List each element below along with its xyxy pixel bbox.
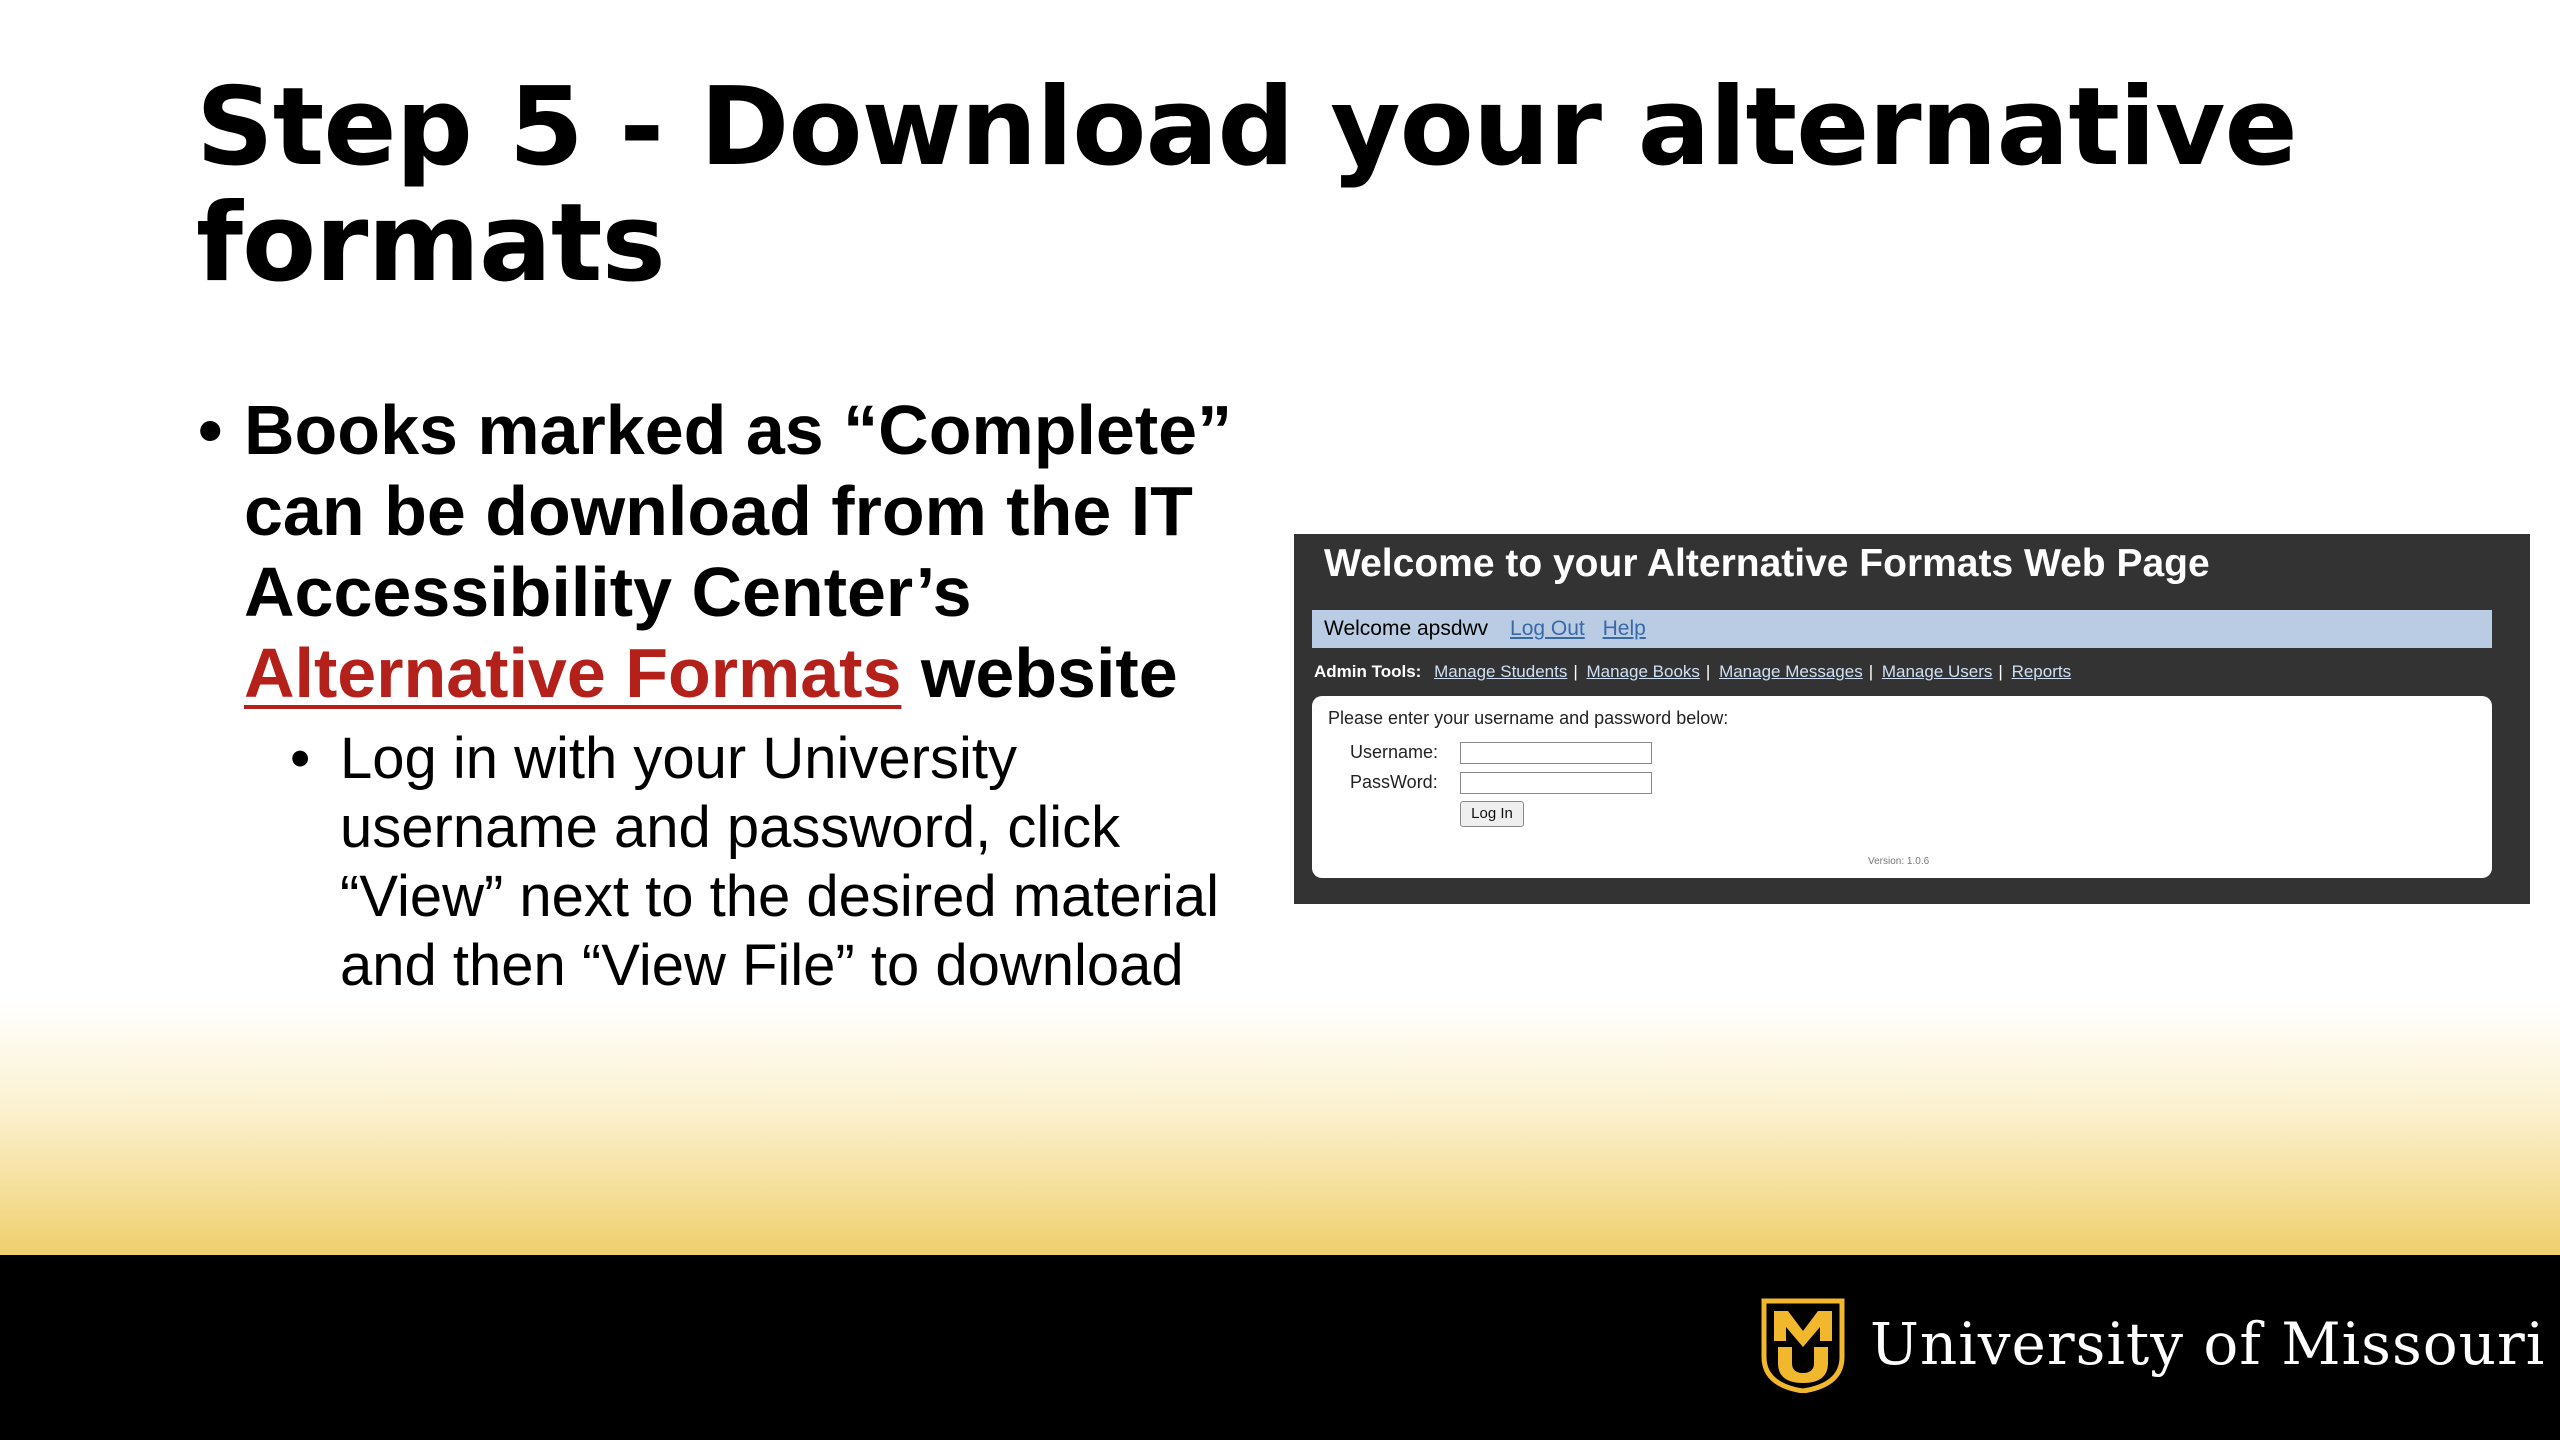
bullet-dot: •: [198, 391, 223, 469]
password-input[interactable]: [1460, 772, 1652, 794]
admin-tools-bar: [1314, 660, 2071, 684]
mizzou-mu-logo-icon: [1760, 1297, 1846, 1393]
bullet-list: [190, 390, 1270, 1000]
university-name: University of Missouri: [1870, 1310, 2546, 1378]
separator: |: [1705, 662, 1711, 681]
manage-students-link[interactable]: Manage Students: [1434, 662, 1568, 681]
manage-books-link[interactable]: Manage Books: [1586, 662, 1700, 681]
webpage-title: Welcome to your Alternative Formats Web Page: [1324, 542, 2210, 585]
sub-bullet-text: Log in with your University username and password, click “View” next to the desired material and then “View File” to download: [340, 726, 1220, 998]
bullet-text: Books marked as “Complete” can be download from the IT Accessibility Center’s: [244, 391, 1233, 631]
username-input[interactable]: [1460, 742, 1652, 764]
alternative-formats-link[interactable]: Alternative Formats: [244, 634, 902, 712]
sub-bullet-item: [290, 724, 1270, 1000]
logout-link[interactable]: Log Out: [1510, 617, 1585, 640]
separator: |: [1998, 662, 2003, 681]
bullet-dot: •: [290, 726, 311, 791]
password-label: PassWord:: [1350, 772, 1438, 792]
login-panel: [1312, 696, 2492, 878]
manage-messages-link[interactable]: Manage Messages: [1719, 662, 1863, 681]
bullet-text-end: website: [901, 634, 1178, 712]
version-text: Version: 1.0.6: [1868, 856, 1930, 867]
separator: |: [1868, 662, 1874, 681]
manage-users-link[interactable]: Manage Users: [1881, 662, 1993, 681]
welcome-bar: [1312, 610, 2492, 648]
login-button[interactable]: Log In: [1460, 801, 1524, 827]
bullet-item: [190, 390, 1270, 714]
welcome-text: Welcome apsdwv: [1324, 617, 1489, 640]
slide-title: Step 5 - Download your alternative formats: [196, 65, 2297, 306]
login-prompt: Please enter your username and password below:: [1328, 708, 1729, 728]
reports-link[interactable]: Reports: [2011, 662, 2072, 681]
footer-bar: [0, 1255, 2560, 1440]
help-link[interactable]: Help: [1602, 617, 1646, 640]
separator: |: [1573, 662, 1578, 681]
alt-formats-webpage-screenshot: [1294, 534, 2530, 904]
admin-tools-label: Admin Tools:: [1314, 662, 1422, 681]
username-label: Username:: [1350, 742, 1439, 762]
